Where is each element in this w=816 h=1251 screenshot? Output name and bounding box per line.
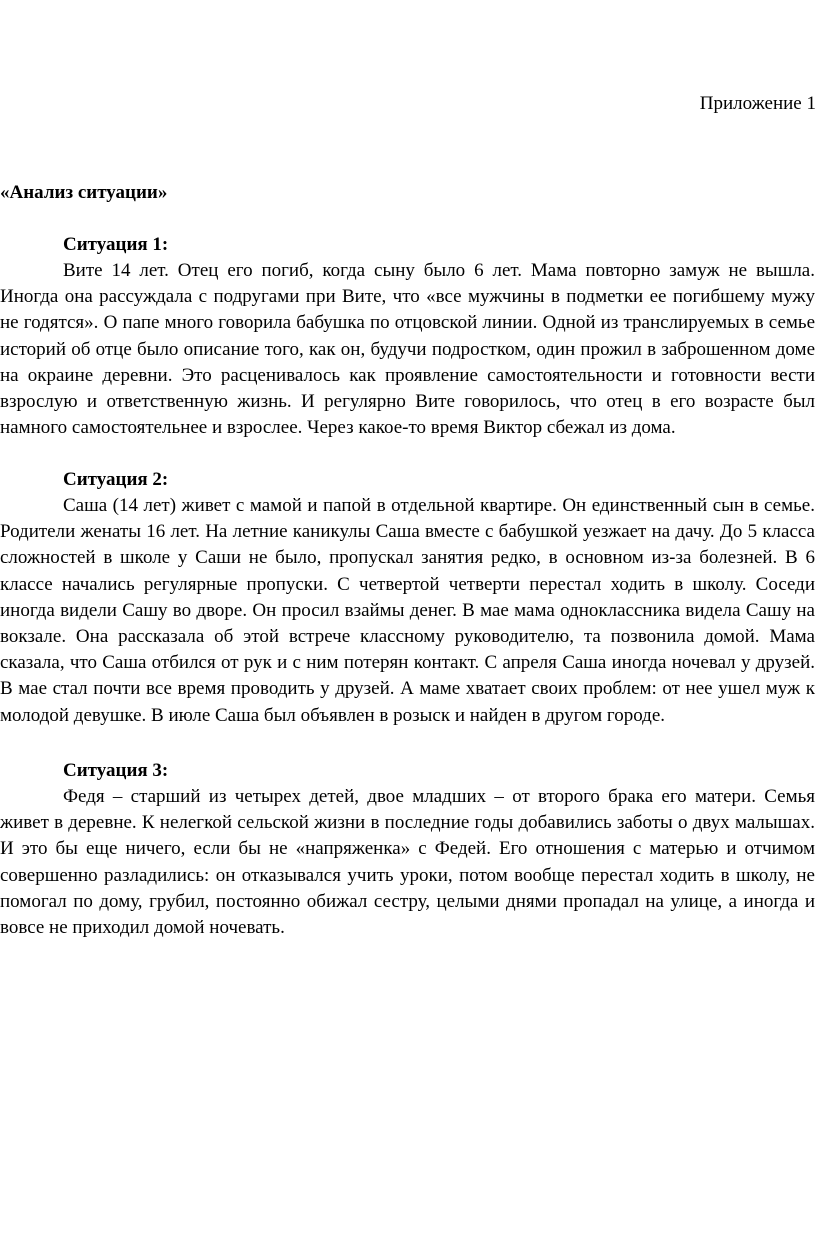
situation-heading: Ситуация 3: [63, 760, 169, 781]
document-title: «Анализ ситуации» [0, 182, 168, 203]
situation-1 [0, 232, 815, 441]
situation-3 [0, 758, 815, 941]
situation-heading: Ситуация 2: [63, 469, 169, 490]
situation-text: Вите 14 лет. Отец его погиб, когда сыну было 6 лет. Мама повторно замуж не вышла. Иногда она рассуждала с подругами при Вите, что «все мужчины в подметки ее погибшему мужу не годятся». О папе много говорила бабушка по отцовской линии. Одной из транслируемых в семье историй об отце было описание того, как он, будучи подростком, один прожил в заброшенном доме на окраине деревни. Это расценивалось как проявление самостоятельности и готовности вести взрослую и ответственную жизнь. И регулярно Вите говорилось, что отец в его возрасте был намного самостоятельнее и взрослее. Через какое-то время Виктор сбежал из дома. [0, 260, 815, 439]
situation-2 [0, 467, 815, 729]
situation-text: Федя – старший из четырех детей, двое младших – от второго брака его матери. Семья живет в деревне. К нелегкой сельской жизни в последние годы добавились заботы о двух малышах. И это бы еще ничего, если бы не «напряженка» с Федей. Его отношения с матерью и отчимом совершенно разладились: он отказывался учить уроки, потом вообще перестал ходить в школу, не помогал по дому, грубил, постоянно обижал сестру, целыми днями пропадал на улице, а иногда и вовсе не приходил домой ночевать. [0, 786, 815, 939]
situation-heading: Ситуация 1: [63, 234, 169, 255]
situation-text: Саша (14 лет) живет с мамой и папой в отдельной квартире. Он единственный сын в семье. Родители женаты 16 лет. На летние каникулы Саша вместе с бабушкой уезжает на дачу. До 5 класса сложностей в школе у Саши не было, пропускал занятия редко, в основном из-за болезней. В 6 классе начались регулярные пропуски. С четвертой четверти перестал ходить в школу. Соседи иногда видели Сашу во дворе. Он просил взаймы денег. В мае мама одноклассника видела Сашу на вокзале. Она рассказала об этой встрече классному руководителю, та позвонила домой. Мама сказала, что Саша отбился от рук и с ним потерян контакт. С апреля Саша иногда ночевал у друзей. В мае стал почти все время проводить у друзей. А маме хватает своих проблем: от нее ушел муж к молодой девушке. В июле Саша был объявлен в розыск и найден в другом городе. [0, 495, 815, 726]
appendix-label: Приложение 1 [699, 93, 816, 114]
